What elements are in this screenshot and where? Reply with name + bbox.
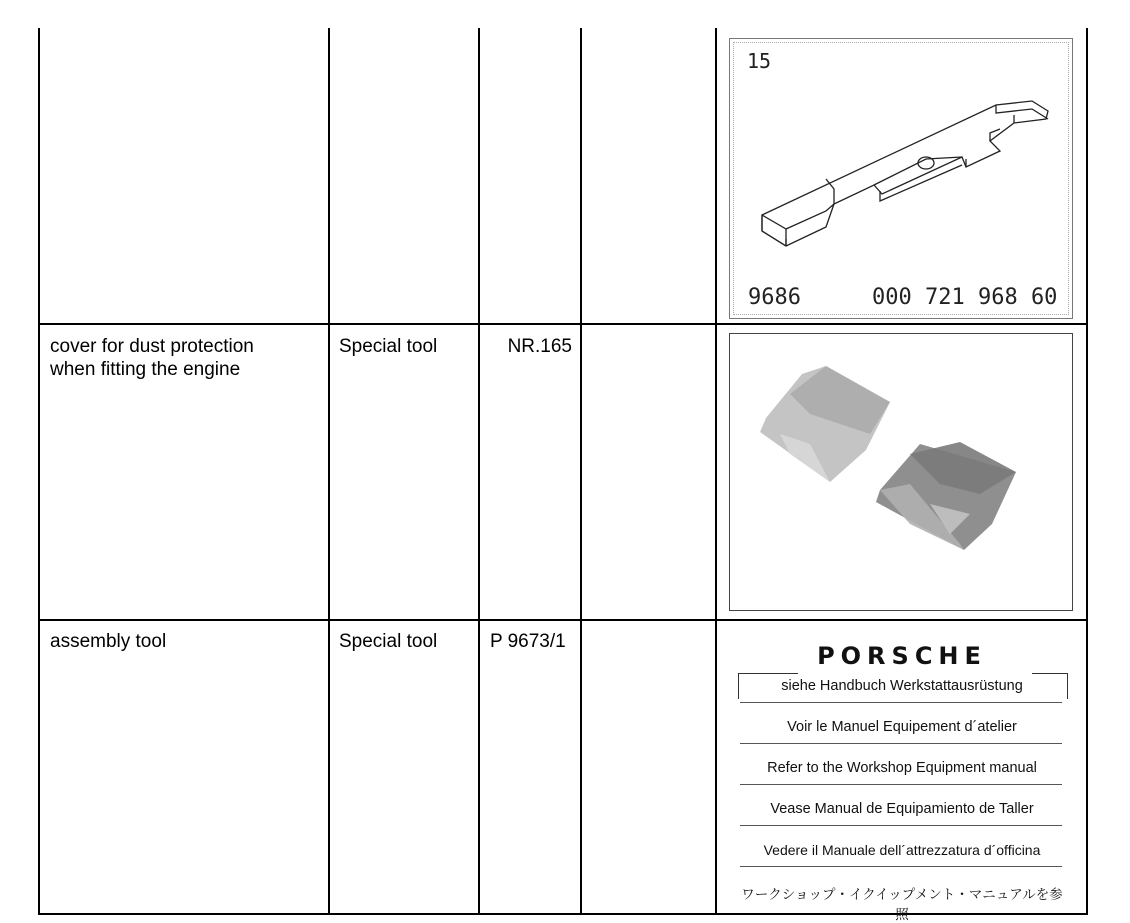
workshop-manual-reference — [730, 640, 1074, 922]
designation-line: when fitting the engine — [50, 359, 241, 380]
column-divider-2 — [478, 28, 480, 915]
designation-cell — [50, 335, 320, 381]
figure-number-label: 15 — [747, 49, 772, 73]
reference-line-de: siehe Handbuch Werkstattausrüstung — [781, 678, 1023, 694]
reference-line-it: Vedere il Manuale dell´attrezzatura d´officina — [763, 842, 1041, 858]
number-cell: NR.165 — [507, 336, 572, 357]
type-cell: Special tool — [339, 631, 438, 652]
divider — [740, 702, 1062, 703]
divider — [740, 825, 1062, 826]
reference-line-es: Vease Manual de Equipamiento de Taller — [770, 801, 1034, 817]
dust-cover-photo-icon — [730, 334, 1072, 610]
tool-figure-frame-1 — [729, 38, 1073, 319]
row-divider-2 — [38, 619, 1088, 621]
row-divider-1 — [38, 323, 1088, 325]
divider — [740, 743, 1062, 744]
brand-wordmark: PORSCHE — [817, 642, 987, 670]
designation-line: cover for dust protection — [50, 336, 254, 357]
column-divider-4 — [715, 28, 717, 915]
figure-tool-number: 9686 — [748, 285, 801, 310]
column-divider-1 — [328, 28, 330, 915]
column-divider-3 — [580, 28, 582, 915]
tool-figure-frame-2 — [729, 333, 1073, 611]
designation-cell: assembly tool — [50, 631, 167, 652]
reference-line-en: Refer to the Workshop Equipment manual — [767, 760, 1037, 776]
table-border-right — [1086, 28, 1088, 915]
figure-part-number: 000 721 968 60 — [872, 285, 1058, 310]
reference-line-fr: Voir le Manuel Equipement d´atelier — [787, 719, 1017, 735]
reference-line-ja: ワークショップ・イクイップメント・マニュアルを参照 — [741, 887, 1063, 922]
divider — [740, 866, 1062, 867]
bracket-tool-drawing-icon — [730, 39, 1072, 318]
type-cell: Special tool — [339, 336, 438, 357]
number-cell: P 9673/1 — [490, 631, 566, 652]
table-border-left — [38, 28, 40, 915]
divider — [740, 784, 1062, 785]
